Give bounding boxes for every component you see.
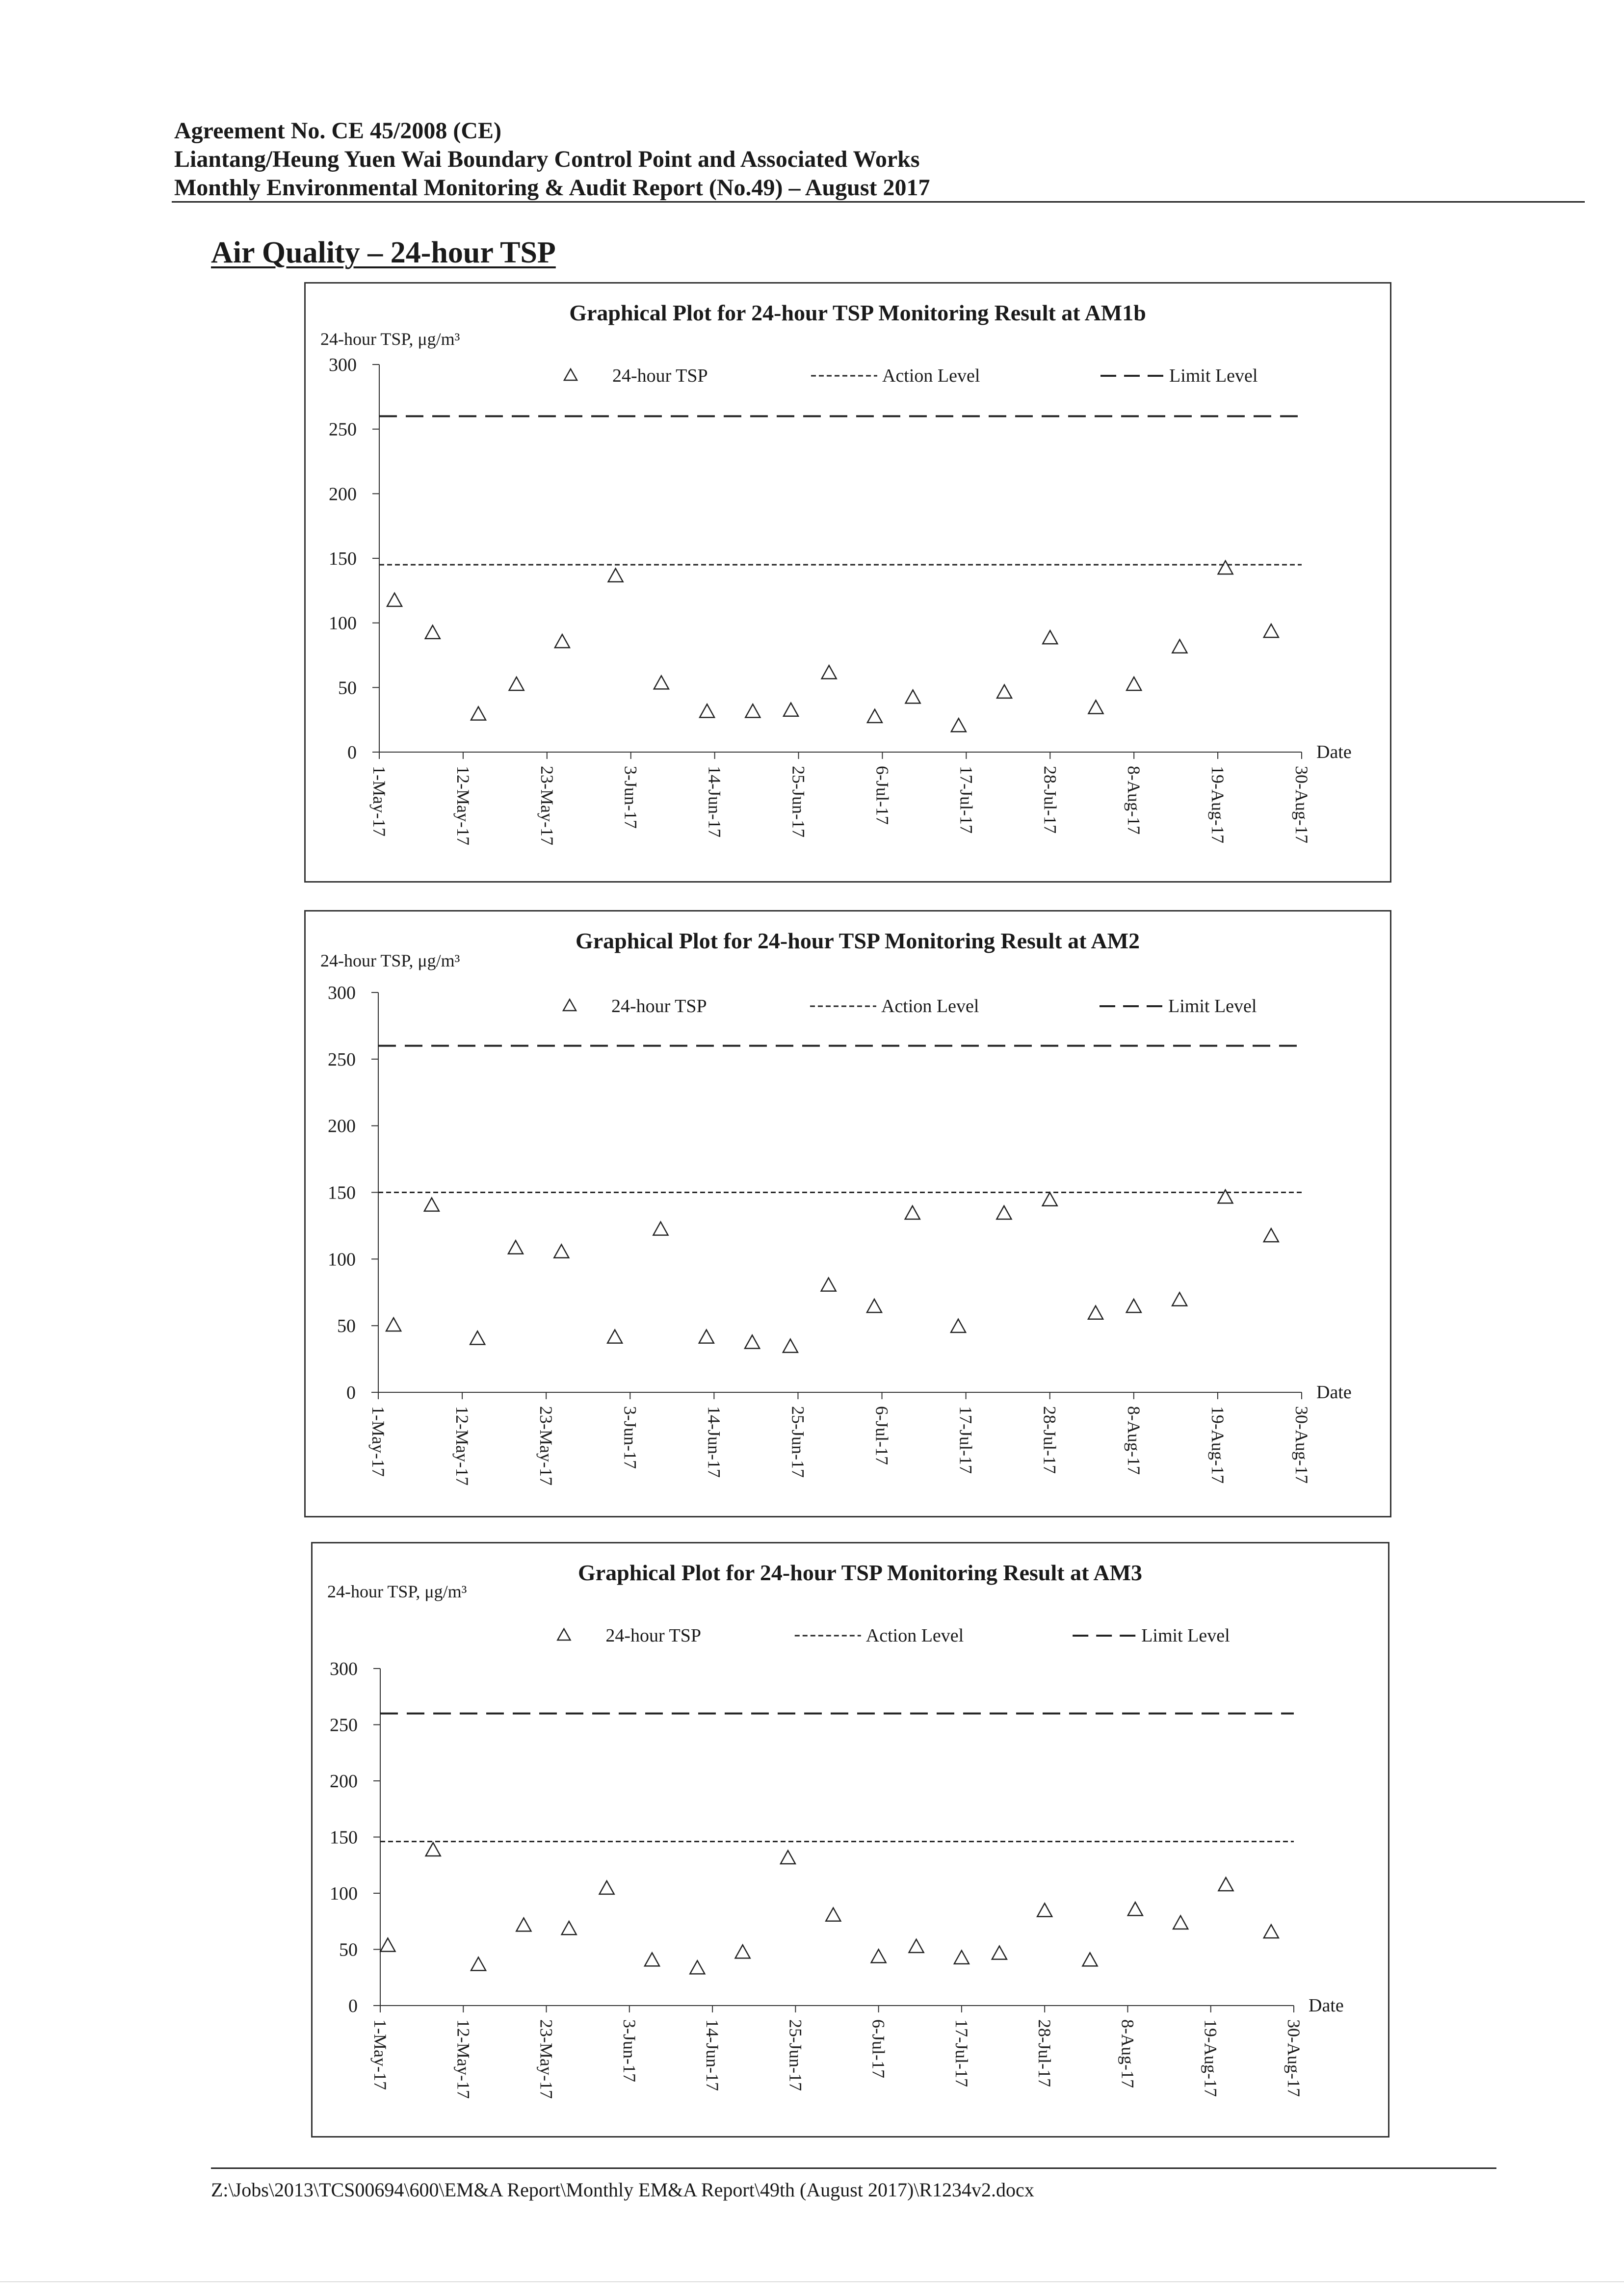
report-header [174, 117, 930, 202]
data-point-triangle [1083, 1953, 1098, 1966]
y-tick-label: 150 [329, 548, 357, 569]
legend-label-action: Action Level [865, 1625, 964, 1646]
chart-title: Graphical Plot for 24-hour TSP Monitoring Result at AM2 [575, 928, 1140, 953]
data-point-triangle [690, 1960, 705, 1974]
x-tick-label: 30-Aug-17 [1292, 1406, 1311, 1484]
x-tick-label: 19-Aug-17 [1207, 1406, 1228, 1484]
section-title: Air Quality – 24-hour TSP [211, 236, 556, 269]
x-tick-label: 12-May-17 [452, 1406, 472, 1486]
x-tick-label: 12-May-17 [453, 2019, 473, 2099]
x-axis-label: Date [1316, 1382, 1352, 1403]
data-point-triangle [1264, 1925, 1279, 1938]
y-tick-label: 300 [329, 355, 357, 375]
legend-label-limit: Limit Level [1168, 996, 1257, 1017]
data-point-triangle [516, 1918, 531, 1931]
y-tick-label: 200 [328, 1116, 356, 1137]
data-point-triangle [1126, 677, 1141, 690]
data-point-triangle [951, 718, 966, 731]
data-point-triangle [424, 1198, 439, 1211]
data-point-triangle [645, 1953, 659, 1966]
y-tick-label: 100 [328, 1249, 356, 1270]
data-point-triangle [745, 1335, 760, 1348]
legend-label-limit: Limit Level [1141, 1625, 1230, 1646]
data-point-triangle [380, 1938, 395, 1952]
data-point-triangle [1172, 640, 1187, 653]
chart-svg [313, 1543, 1388, 2136]
x-tick-label: 14-Jun-17 [703, 2019, 723, 2091]
y-tick-label: 250 [330, 1715, 358, 1736]
y-tick-label: 50 [337, 1316, 356, 1337]
y-tick-label: 200 [330, 1771, 358, 1792]
data-point-triangle [554, 1245, 569, 1258]
footer-divider [211, 2167, 1496, 2169]
legend-triangle-marker [557, 1629, 570, 1640]
data-point-triangle [1219, 1878, 1233, 1891]
x-tick-label: 17-Jul-17 [951, 2019, 971, 2087]
x-tick-label: 23-May-17 [536, 1406, 556, 1486]
data-point-triangle [608, 569, 623, 582]
y-axis-label: 24-hour TSP, μg/m³ [327, 1582, 467, 1601]
data-point-triangle [470, 1331, 485, 1344]
y-axis-label: 24-hour TSP, μg/m³ [320, 329, 460, 349]
y-tick-label: 0 [348, 1996, 358, 2016]
x-tick-label: 3-Jun-17 [620, 1406, 640, 1469]
data-point-triangle [905, 1206, 920, 1219]
x-tick-label: 30-Aug-17 [1292, 766, 1311, 843]
data-point-triangle [996, 1206, 1011, 1219]
data-point-triangle [745, 704, 760, 717]
x-axis-label: Date [1309, 1995, 1344, 2016]
data-point-triangle [555, 634, 570, 648]
data-point-triangle [997, 685, 1012, 698]
data-point-triangle [954, 1951, 969, 1964]
y-tick-label: 200 [329, 484, 357, 505]
header-divider [172, 201, 1585, 203]
x-tick-label: 28-Jul-17 [1035, 2019, 1055, 2087]
data-point-triangle [735, 1945, 750, 1958]
x-tick-label: 28-Jul-17 [1040, 1406, 1060, 1474]
chart-title: Graphical Plot for 24-hour TSP Monitoring Result at AM3 [577, 1560, 1143, 1585]
data-point-triangle [1043, 1193, 1057, 1206]
data-point-triangle [1173, 1916, 1188, 1929]
data-point-triangle [426, 1843, 441, 1856]
data-point-triangle [867, 1299, 882, 1312]
data-point-triangle [654, 676, 669, 689]
x-tick-label: 14-Jun-17 [704, 1406, 724, 1478]
legend-triangle-marker [563, 999, 576, 1011]
x-tick-label: 25-Jun-17 [788, 766, 809, 837]
x-tick-label: 3-Jun-17 [621, 766, 641, 829]
data-point-triangle [909, 1939, 924, 1953]
chart-title: Graphical Plot for 24-hour TSP Monitoring Result at AM1b [569, 300, 1146, 325]
data-point-triangle [1088, 1306, 1103, 1319]
x-tick-label: 8-Aug-17 [1124, 1406, 1144, 1475]
data-point-triangle [783, 1339, 798, 1353]
x-tick-label: 23-May-17 [537, 766, 557, 845]
y-tick-label: 0 [346, 1383, 356, 1403]
x-tick-label: 25-Jun-17 [786, 2019, 806, 2091]
legend-label-limit: Limit Level [1169, 365, 1258, 386]
data-point-triangle [951, 1319, 966, 1332]
data-point-triangle [600, 1881, 614, 1894]
x-tick-label: 14-Jun-17 [705, 766, 725, 837]
y-tick-label: 50 [338, 678, 357, 699]
legend-label-tsp: 24-hour TSP [612, 365, 708, 386]
y-tick-label: 150 [328, 1182, 356, 1203]
data-point-triangle [992, 1946, 1007, 1959]
y-tick-label: 50 [339, 1939, 358, 1960]
x-tick-label: 6-Jul-17 [868, 2019, 889, 2078]
data-point-triangle [425, 626, 440, 639]
x-tick-label: 19-Aug-17 [1201, 2019, 1221, 2097]
y-tick-label: 300 [330, 1659, 358, 1679]
data-point-triangle [867, 709, 882, 723]
chart-svg [306, 284, 1390, 881]
legend-triangle-marker [564, 369, 577, 380]
legend-label-action: Action Level [881, 996, 979, 1017]
x-tick-label: 3-Jun-17 [619, 2019, 639, 2082]
y-tick-label: 100 [330, 1883, 358, 1904]
data-point-triangle [1264, 624, 1279, 637]
x-tick-label: 30-Aug-17 [1284, 2019, 1304, 2097]
x-axis-label: Date [1316, 742, 1352, 762]
data-point-triangle [653, 1222, 668, 1235]
y-tick-label: 100 [329, 613, 357, 634]
x-tick-label: 1-May-17 [368, 1406, 388, 1477]
page-bottom-line [0, 2281, 1624, 2282]
data-point-triangle [386, 1318, 401, 1331]
y-axis-label: 24-hour TSP, μg/m³ [320, 951, 460, 970]
x-tick-label: 1-May-17 [370, 2019, 390, 2090]
data-point-triangle [607, 1330, 622, 1343]
data-point-triangle [784, 703, 798, 716]
data-point-triangle [471, 707, 486, 720]
data-point-triangle [1218, 561, 1233, 574]
y-tick-label: 250 [328, 1049, 356, 1070]
data-point-triangle [822, 665, 837, 678]
data-point-triangle [562, 1921, 576, 1934]
chart-svg [306, 912, 1390, 1516]
data-point-triangle [1264, 1228, 1279, 1242]
x-tick-label: 19-Aug-17 [1208, 766, 1228, 843]
project-title: Liantang/Heung Yuen Wai Boundary Control Point and Associated Works [174, 146, 920, 172]
data-point-triangle [1172, 1293, 1187, 1306]
data-point-triangle [1088, 700, 1103, 713]
data-point-triangle [871, 1950, 886, 1963]
x-tick-label: 8-Aug-17 [1118, 2019, 1138, 2088]
x-tick-label: 1-May-17 [369, 766, 389, 836]
y-tick-label: 250 [329, 419, 357, 440]
data-point-triangle [1126, 1299, 1141, 1312]
x-tick-label: 6-Jul-17 [872, 766, 892, 825]
data-point-triangle [1128, 1902, 1143, 1915]
y-tick-label: 150 [330, 1827, 358, 1848]
data-point-triangle [781, 1851, 795, 1864]
data-point-triangle [509, 677, 524, 690]
data-point-triangle [906, 690, 920, 703]
x-tick-label: 28-Jul-17 [1040, 766, 1060, 834]
chart-am1b [304, 282, 1391, 883]
legend-label-tsp: 24-hour TSP [611, 996, 707, 1017]
x-tick-label: 8-Aug-17 [1124, 766, 1144, 835]
x-tick-label: 25-Jun-17 [788, 1406, 808, 1478]
data-point-triangle [1037, 1904, 1052, 1917]
legend-label-action: Action Level [882, 365, 980, 386]
data-point-triangle [826, 1908, 840, 1921]
report-title: Monthly Environmental Monitoring & Audit Report (No.49) – August 2017 [174, 175, 930, 201]
data-point-triangle [471, 1957, 486, 1971]
file-path-footer: Z:\Jobs\2013\TCS00694\600\EM&A Report\Monthly EM&A Report\49th (August 2017)\R1234v2.docx [211, 2179, 1034, 2201]
x-tick-label: 6-Jul-17 [872, 1406, 892, 1465]
x-tick-label: 12-May-17 [453, 766, 473, 845]
data-point-triangle [699, 1330, 714, 1343]
legend-label-tsp: 24-hour TSP [605, 1625, 702, 1646]
chart-am3 [311, 1542, 1389, 2138]
data-point-triangle [508, 1241, 523, 1254]
x-tick-label: 17-Jul-17 [956, 766, 976, 834]
data-point-triangle [821, 1278, 836, 1291]
agreement-number: Agreement No. CE 45/2008 (CE) [174, 118, 502, 144]
chart-am2 [304, 910, 1391, 1517]
x-tick-label: 17-Jul-17 [956, 1406, 976, 1474]
data-point-triangle [700, 704, 714, 717]
y-tick-label: 300 [328, 983, 356, 1003]
data-point-triangle [387, 593, 402, 606]
data-point-triangle [1043, 630, 1057, 644]
y-tick-label: 0 [347, 742, 357, 763]
x-tick-label: 23-May-17 [536, 2019, 556, 2099]
